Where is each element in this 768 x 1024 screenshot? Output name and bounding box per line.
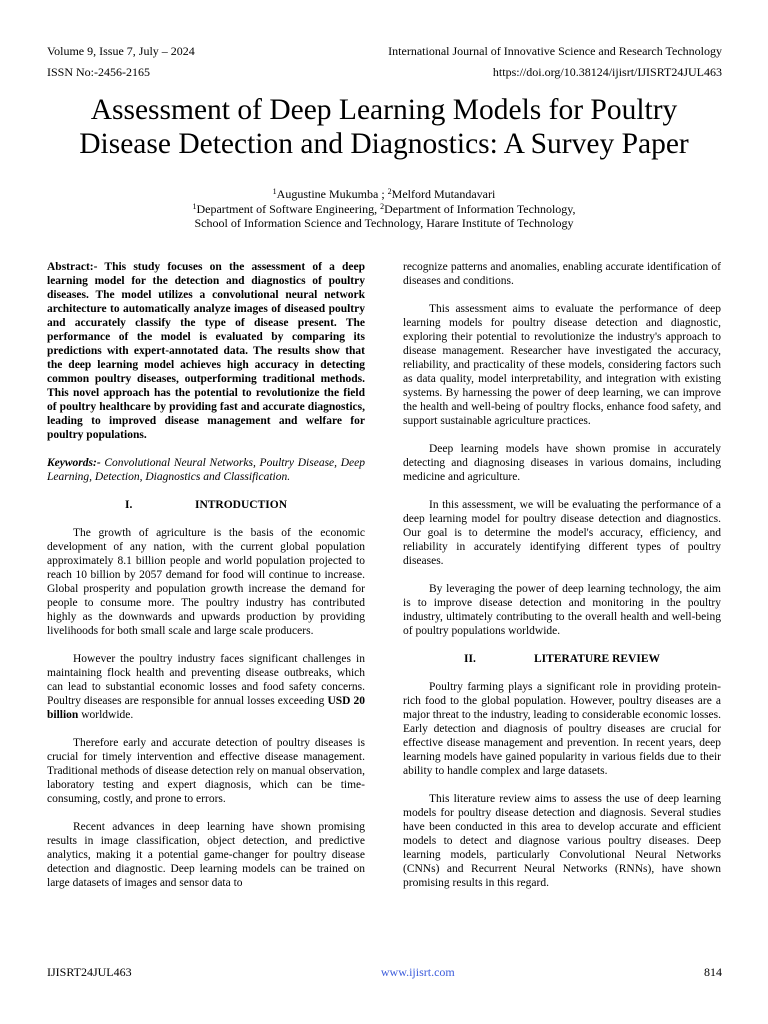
paragraph	[47, 652, 365, 722]
section-title: INTRODUCTION	[194, 499, 287, 511]
paragraph: Therefore early and accurate detection of poultry diseases is crucial for timely intervention and effective disease management. Traditional methods of disease detection rely on manual observation, laboratory testing and expert diagnosis, which can be time-consuming, costly, and prone to errors.	[47, 737, 365, 805]
issn: ISSN No:-2456-2165	[47, 65, 151, 79]
page-footer	[47, 965, 722, 980]
author-names	[20, 187, 748, 202]
volume-info: Volume 9, Issue 7, July – 2024	[47, 44, 195, 58]
author1-sup: 1	[272, 187, 277, 196]
paragraph: The growth of agriculture is the basis of the economic development of any nation, with the current global population approximately 8.1 billion people and world population projected to reach 10 billion by 2057 demand for food will continue to increase. Global prosperity and population growth increase the demand for people to consume more. The poultry industry has contributed highly as the downwards and upwards production by providing livelihoods for both small scale and large scale producers.	[47, 527, 365, 637]
author-2: Melford Mutandavari	[391, 187, 496, 201]
page-number: 814	[703, 965, 722, 979]
left-column	[47, 260, 365, 904]
right-column	[403, 260, 721, 904]
running-header-top	[47, 44, 722, 58]
author-block	[20, 187, 748, 231]
running-header-bottom	[47, 65, 722, 79]
keywords	[47, 456, 365, 484]
section-number: II.	[464, 653, 476, 665]
paragraph: In this assessment, we will be evaluating the performance of a deep learning model for poultry disease detection and diagnostics. Our goal is to determine the model's accuracy, efficiency, and reliability in accurately identifying different types of poultry diseases.	[403, 499, 721, 567]
doi-link[interactable]: https://doi.org/10.38124/ijisrt/IJISRT24JUL463	[492, 65, 722, 79]
paragraph: recognize patterns and anomalies, enabling accurate identification of diseases and conditions.	[403, 261, 721, 287]
keywords-text: Convolutional Neural Networks, Poultry Disease, Deep Learning, Detection, Diagnostics and Classification.	[47, 457, 365, 483]
affiliation-3: School of Information Science and Technology, Harare Institute of Technology	[194, 216, 574, 230]
section-heading-literature-review	[403, 652, 721, 666]
paragraph: Poultry farming plays a significant role in providing protein-rich food to the global population. However, poultry diseases are a major threat to the industry, leading to considerable economic losses. Early detection and diagnosis of poultry diseases are crucial for effective disease management and prevention. In recent years, deep learning models have gained popularity in various fields due to their ability to handle complex and large datasets.	[403, 681, 721, 777]
section-heading-introduction	[47, 498, 365, 512]
abstract: Abstract:- This study focuses on the assessment of a deep learning model for the detection and diagnostics of poultry diseases. The model utilizes a convolutional neural network architecture to automatically analyze images of diseased poultry and accurately classify the type of disease present. The performance of the model is evaluated by comparing its predictions with expert-annotated data. The results show that the deep learning model achieves high accuracy in detecting common poultry diseases, outperforming traditional methods. This novel approach has the potential to revolutionize the field of poultry healthcare by providing fast and accurate diagnostics, leading to improved disease management and welfare for poultry populations.	[47, 261, 365, 441]
affiliation-1: Department of Software Engineering,	[196, 201, 381, 216]
loss-figure: USD 20 billion	[47, 695, 365, 721]
paragraph: This literature review aims to assess the use of deep learning models for poultry disease detection and diagnosis. Several studies have been conducted in this area to develop accurate and efficient models to detect and diagnose various poultry diseases. Deep learning models, particularly Convolutional Neural Networks (CNNs) and Recurrent Neural Networks (RNNs), have shown promising results in this regard.	[403, 793, 721, 889]
paragraph-text: worldwide.	[78, 709, 134, 721]
paragraph: This assessment aims to evaluate the performance of deep learning models for poultry disease detection and diagnostic, exploring their potential to revolutionize the industry's approach to disease management. Researcher have investigated the accuracy, reliability, and practicality of these models, considering factors such as data quality, model interpretability, and integration with existing systems. By harnessing the power of deep learning, we can improve the health and well-being of poultry flocks, enhance food safety, and support sustainable agriculture practices.	[403, 303, 721, 427]
paragraph: Recent advances in deep learning have shown promising results in image classification, object detection, and predictive analytics, making it a potential game-changer for poultry disease detection and diagnostic. Deep learning models can be trained on large datasets of images and sensor data to	[47, 821, 365, 889]
title-line-1: Assessment of Deep Learning Models for Poultry	[90, 94, 678, 126]
title-line-2: Disease Detection and Diagnostics: A Survey Paper	[79, 128, 689, 160]
affiliation-2: Department of Information Technology,	[384, 201, 576, 216]
journal-name: International Journal of Innovative Science and Research Technology	[388, 44, 722, 58]
author2-sup: 2	[387, 187, 392, 196]
paper-title	[20, 93, 748, 161]
aff1-sup: 1	[192, 201, 197, 211]
section-title: LITERATURE REVIEW	[534, 653, 660, 665]
section-number: I.	[124, 499, 133, 511]
aff2-sup: 2	[380, 201, 385, 211]
paragraph-text: However the poultry industry faces significant challenges in maintaining flock health and preventing disease outbreaks, which can lead to substantial economic losses and food safety concerns. Poultry diseases are responsible for annual losses exceeding	[47, 653, 365, 707]
paragraph: By leveraging the power of deep learning technology, the aim is to improve disease detection and monitoring in the poultry industry, ultimately contributing to the overall health and well-being of poultry populations worldwide.	[403, 583, 721, 637]
author-1: Augustine Mukumba ;	[276, 187, 388, 201]
affiliations	[20, 202, 748, 217]
footer-paper-id: IJISRT24JUL463	[47, 965, 132, 979]
footer-site-link[interactable]: www.ijisrt.com	[380, 965, 455, 979]
keywords-label: Keywords:-	[47, 457, 101, 469]
paragraph: Deep learning models have shown promise in accurately detecting and diagnosing diseases in various domains, including medicine and agriculture.	[403, 443, 721, 483]
